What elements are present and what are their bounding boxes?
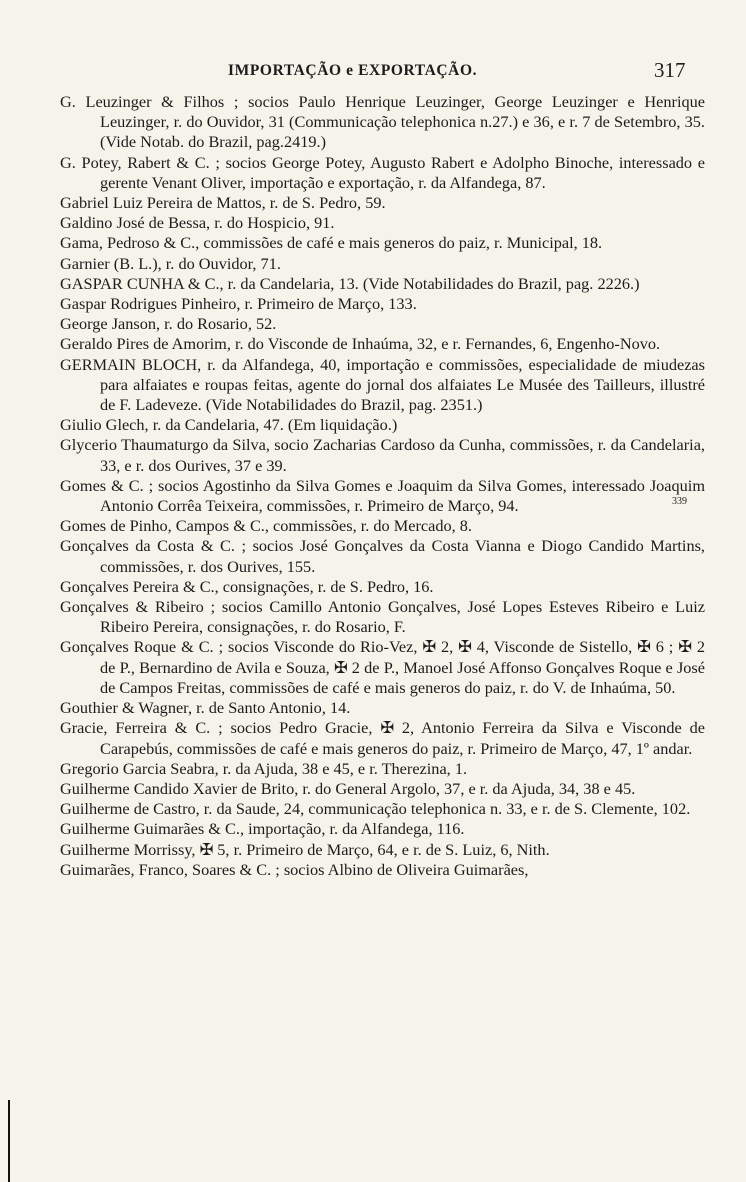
directory-entry: Glycerio Thaumaturgo da Silva, socio Zacharias Cardoso da Cunha, commissões, r. da Candelaria, 33, e r. dos Ourives, 37 e 39. bbox=[60, 435, 705, 475]
directory-entry: Gomes de Pinho, Campos & C., commissões, r. do Mercado, 8. bbox=[60, 516, 472, 536]
directory-entry: Guilherme Candido Xavier de Brito, r. do General Argolo, 37, e r. da Ajuda, 34, 38 e 45. bbox=[60, 778, 636, 798]
directory-entry: Gama, Pedroso & C., commissões de café e mais generos do paiz, r. Municipal, 18. bbox=[60, 233, 603, 253]
directory-entry: Gracie, Ferreira & C. ; socios Pedro Gracie, ✠ 2, Antonio Ferreira da Silva e Visconde de Carapebús, commissões de café e mais generos do paiz, r. Primeiro de Março, 47, 1º andar. bbox=[60, 718, 705, 758]
directory-list bbox=[60, 92, 705, 880]
directory-entry: Gabriel Luiz Pereira de Mattos, r. de S. Pedro, 59. bbox=[60, 193, 386, 213]
page-header bbox=[0, 58, 746, 88]
directory-entry: GERMAIN BLOCH, r. da Alfandega, 40, importação e commissões, especialidade de miudezas para alfaiates e roupas feitas, agente do jornal dos alfaiates Le Musée des Tailleurs, illustré de F. Ladeveze. (Vide Notabilidades do Brazil, pag. 2351.) bbox=[60, 354, 705, 415]
directory-entry: Gouthier & Wagner, r. de Santo Antonio, 14. bbox=[60, 698, 351, 718]
directory-entry: Gonçalves & Ribeiro ; socios Camillo Antonio Gonçalves, José Lopes Esteves Ribeiro e Luiz Ribeiro Pereira, consignações, r. do Rosario, F. bbox=[60, 597, 705, 637]
directory-entry: GASPAR CUNHA & C., r. da Candelaria, 13. (Vide Notabilidades do Brazil, pag. 2226.) bbox=[60, 273, 640, 293]
directory-entry: Garnier (B. L.), r. do Ouvidor, 71. bbox=[60, 253, 281, 273]
directory-entry: Gregorio Garcia Seabra, r. da Ajuda, 38 e 45, e r. Therezina, 1. bbox=[60, 758, 468, 778]
directory-entry: G. Leuzinger & Filhos ; socios Paulo Henrique Leuzinger, George Leuzinger e Henrique Leuzinger, r. do Ouvidor, 31 (Communicação telephonica n.27.) e 36, e r. 7 de Setembro, 35.(Vide Notab. do Brazil, pag.2419.) bbox=[60, 92, 705, 152]
directory-entry: Gomes & C. ; socios Agostinho da Silva Gomes e Joaquim da Silva Gomes, interessado Joaquim Antonio Corrêa Teixeira, commissões, r. Primeiro de Março, 94. bbox=[60, 475, 705, 516]
side-marker: 339 bbox=[672, 496, 687, 507]
directory-entry: Gonçalves Roque & C. ; socios Visconde do Rio-Vez, ✠ 2, ✠ 4, Visconde de Sistello, ✠ 6 ; ✠ 2 de P., Bernardino de Avila e Souza, ✠ 2 de P., Manoel José Affonso Gonçalves Roque e José de Campos Freitas, commissões de café e mais generos do paiz, r. do V. de Inhaúma, 50. bbox=[60, 637, 705, 697]
directory-entry: Gonçalves da Costa & C. ; socios José Gonçalves da Costa Vianna e Diogo Candido Martins, commissões, r. dos Ourives, 155. bbox=[60, 536, 705, 576]
directory-entry: G. Potey, Rabert & C. ; socios George Potey, Augusto Rabert e Adolpho Binoche, interessado e gerente Venant Oliver, importação e exportação, r. da Alfandega, 87. bbox=[60, 152, 705, 192]
directory-entry: George Janson, r. do Rosario, 52. bbox=[60, 314, 277, 334]
directory-entry: Guimarães, Franco, Soares & C. ; socios Albino de Oliveira Guimarães, bbox=[60, 859, 529, 879]
directory-entry: Geraldo Pires de Amorim, r. do Visconde de Inhaúma, 32, e r. Fernandes, 6, Engenho-Novo. bbox=[60, 334, 661, 354]
margin-rule bbox=[8, 1100, 10, 1182]
directory-entry: Gonçalves Pereira & C., consignações, r. de S. Pedro, 16. bbox=[60, 576, 434, 596]
directory-entry: Guilherme Morrissy, ✠ 5, r. Primeiro de Março, 64, e r. de S. Luiz, 6, Nith. bbox=[60, 839, 550, 859]
directory-entry: Gaspar Rodrigues Pinheiro, r. Primeiro de Março, 133. bbox=[60, 294, 417, 314]
directory-entry: Giulio Glech, r. da Candelaria, 47. (Em liquidação.) bbox=[60, 415, 398, 435]
directory-entry: Guilherme Guimarães & C., importação, r. da Alfandega, 116. bbox=[60, 819, 465, 839]
page-number: 317 bbox=[654, 58, 686, 82]
page-title: IMPORTAÇÃO e EXPORTAÇÃO. bbox=[228, 62, 478, 79]
directory-entry: Guilherme de Castro, r. da Saude, 24, communicação telephonica n. 33, e r. de S. Clemente, 102. bbox=[60, 799, 691, 819]
directory-entry: Galdino José de Bessa, r. do Hospicio, 91. bbox=[60, 213, 335, 233]
